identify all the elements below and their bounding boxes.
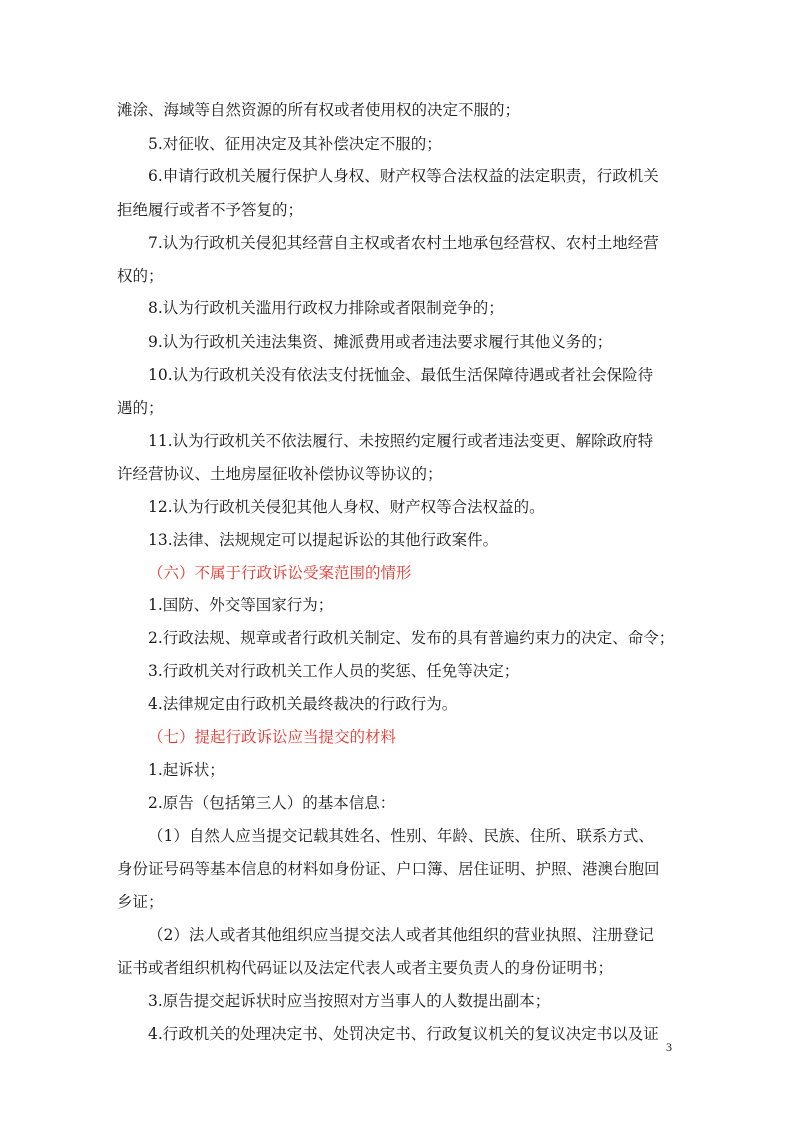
page-number: 3 <box>666 1040 672 1054</box>
text-line: 3.原告提交起诉状时应当按照对方当事人的人数提出副本； <box>148 992 551 1010</box>
text-line: 10.认为行政机关没有依法支付抚恤金、最低生活保障待遇或者社会保险待 <box>148 366 654 384</box>
text-line: 拒绝履行或者不予答复的； <box>117 201 304 219</box>
text-line: 4.法律规定由行政机关最终裁决的行政行为。 <box>148 695 458 713</box>
text-line: 8.认为行政机关滥用行政权力排除或者限制竞争的； <box>148 299 504 317</box>
text-line: 身份证号码等基本信息的材料如身份证、户口簿、居住证明、护照、港澳台胞回 <box>117 860 660 878</box>
text-line: （1）自然人应当提交记载其姓名、性别、年龄、民族、住所、联系方式、 <box>148 827 654 845</box>
text-line: 滩涂、海域等自然资源的所有权或者使用权的决定不服的； <box>117 101 521 119</box>
text-line: 遇的； <box>117 399 164 417</box>
text-line: 13.法律、法规规定可以提起诉讼的其他行政案件。 <box>148 531 499 549</box>
text-line: 12.认为行政机关侵犯其他人身权、财产权等合法权益的。 <box>148 498 545 516</box>
section-heading: （六）不属于行政诉讼受案范围的情形 <box>148 564 412 582</box>
text-line: 7.认为行政机关侵犯其经营自主权或者农村土地承包经营权、农村土地经营 <box>148 234 659 252</box>
text-line: 乡证； <box>117 893 164 911</box>
text-line: 2.行政法规、规章或者行政机关制定、发布的具有普遍约束力的决定、命令； <box>148 629 675 647</box>
text-line: 权的； <box>117 267 164 285</box>
text-line: 11.认为行政机关不依法履行、未按照约定履行或者违法变更、解除政府特 <box>148 432 654 450</box>
text-line: 证书或者组织机构代码证以及法定代表人或者主要负责人的身份证明书； <box>117 959 614 977</box>
text-line: 1.国防、外交等国家行为； <box>148 596 334 614</box>
text-line: 1.起诉状； <box>148 761 225 779</box>
section-heading: （七）提起行政诉讼应当提交的材料 <box>148 728 397 746</box>
text-line: 5.对征收、征用决定及其补偿决定不服的； <box>148 135 442 153</box>
text-line: 4.行政机关的处理决定书、处罚决定书、行政复议机关的复议决定书以及证 <box>148 1025 659 1043</box>
text-line: 2.原告（包括第三人）的基本信息： <box>148 794 396 812</box>
text-line: （2）法人或者其他组织应当提交法人或者其他组织的营业执照、注册登记 <box>148 926 654 944</box>
text-line: 6.申请行政机关履行保护人身权、财产权等合法权益的法定职责，行政机关 <box>148 167 659 185</box>
text-line: 9.认为行政机关违法集资、摊派费用或者违法要求履行其他义务的； <box>148 333 613 351</box>
text-line: 3.行政机关对行政机关工作人员的奖惩、任免等决定； <box>148 662 520 680</box>
text-line: 许经营协议、土地房屋征收补偿协议等协议的； <box>117 465 443 483</box>
